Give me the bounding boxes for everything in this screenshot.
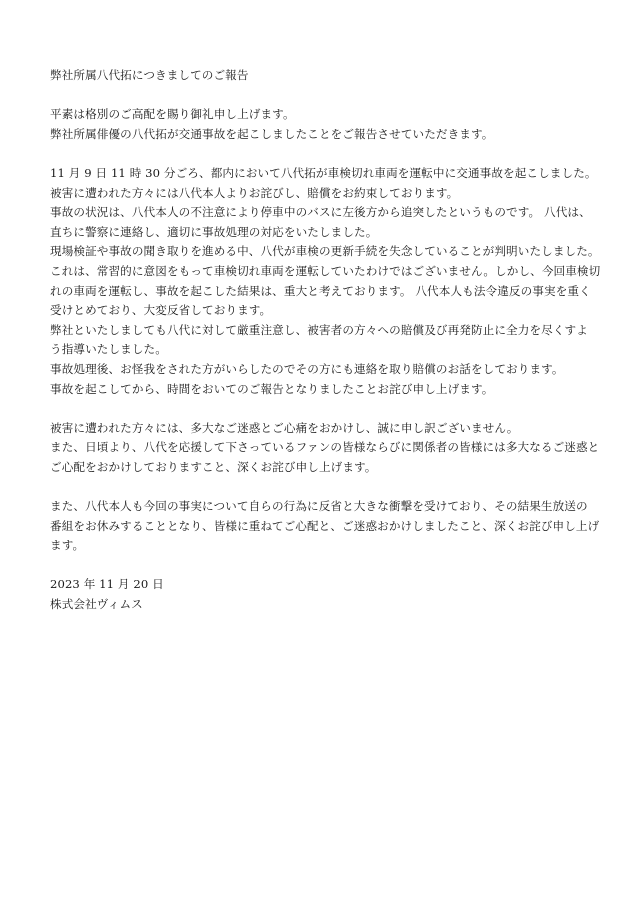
apology-line: また、日頃より、八代を応援して下さっているファンの皆様ならびに関係者の皆様には多大なるご迷惑と [50,440,600,455]
details-section [50,164,610,399]
spacer [50,144,610,164]
closing-section [50,497,610,556]
details-line: 直ちに警察に連絡し、適切に事故処理の対応をいたしました。 [50,224,378,239]
greeting-section [50,105,610,144]
details-line: 11 月 9 日 11 時 30 分ごろ、都内において八代拓が車検切れ車両を運転中に交通事故を起こしました。 [50,165,597,180]
closing-line: ます。 [50,538,85,553]
greeting-line: 弊社所属俳優の八代拓が交通事故を起こしましたことをご報告させていただきます。 [50,126,494,141]
signature-section [50,575,610,614]
document-date: 2023 年 11 月 20 日 [50,577,164,592]
spacer [50,556,610,576]
details-line: 受けとめており、大変反省しております。 [50,303,272,318]
apology-line: ご心配をおかけしておりますこと、深くお詫び申し上げます。 [50,459,377,474]
details-line: 事故を起こしてから、時間をおいてのご報告となりましたことお詫び申し上げます。 [50,381,494,396]
details-line: う指導いたしました。 [50,342,167,357]
details-line: 弊社といたしましても八代に対して厳重注意し、被害者の方々への賠償及び再発防止に全力を尽くすよ [50,322,588,337]
greeting-line: 平素は格別のご高配を賜り御礼申し上げます。 [50,107,295,122]
spacer [50,399,610,419]
spacer [50,477,610,497]
apology-section [50,419,610,478]
closing-line: また、八代本人も今回の事実について自らの行為に反省と大きな衝撃を受けており、その結果生放送の [50,499,588,514]
document-body [50,66,610,615]
document-title: 弊社所属八代拓につきましてのご報告 [50,68,249,82]
details-line: これは、常習的に意図をもって車検切れ車両を運転していたわけではございません。しかし、今回車検切 [50,263,601,278]
details-line: れの車両を運転し、事故を起こした結果は、重大と考えております。 八代本人も法令違反の事実を重く [50,283,591,298]
spacer [50,86,610,106]
closing-line: 番組をお休みすることとなり、皆様に重ねてご心配と、ご迷惑おかけしましたこと、深くお詫び申し上げ [50,518,600,533]
details-line: 事故の状況は、八代本人の不注意により停車中のバスに左後方から追突したというものです。 八代は、 [50,205,591,220]
company-name: 株式会社ヴィムス [50,597,143,612]
details-line: 被害に遭われた方々には八代本人よりお詫びし、賠償をお約束しております。 [50,185,459,200]
details-line: 事故処理後、お怪我をされた方がいらしたのでその方にも連絡を取り賠償のお話をしております。 [50,361,564,376]
details-line: 現場検証や事故の聞き取りを進める中、八代が車検の更新手続を失念していることが判明いたしました。 [50,244,600,259]
apology-line: 被害に遭われた方々には、多大なご迷惑とご心痛をおかけし、誠に申し訳ございません。 [50,420,519,435]
